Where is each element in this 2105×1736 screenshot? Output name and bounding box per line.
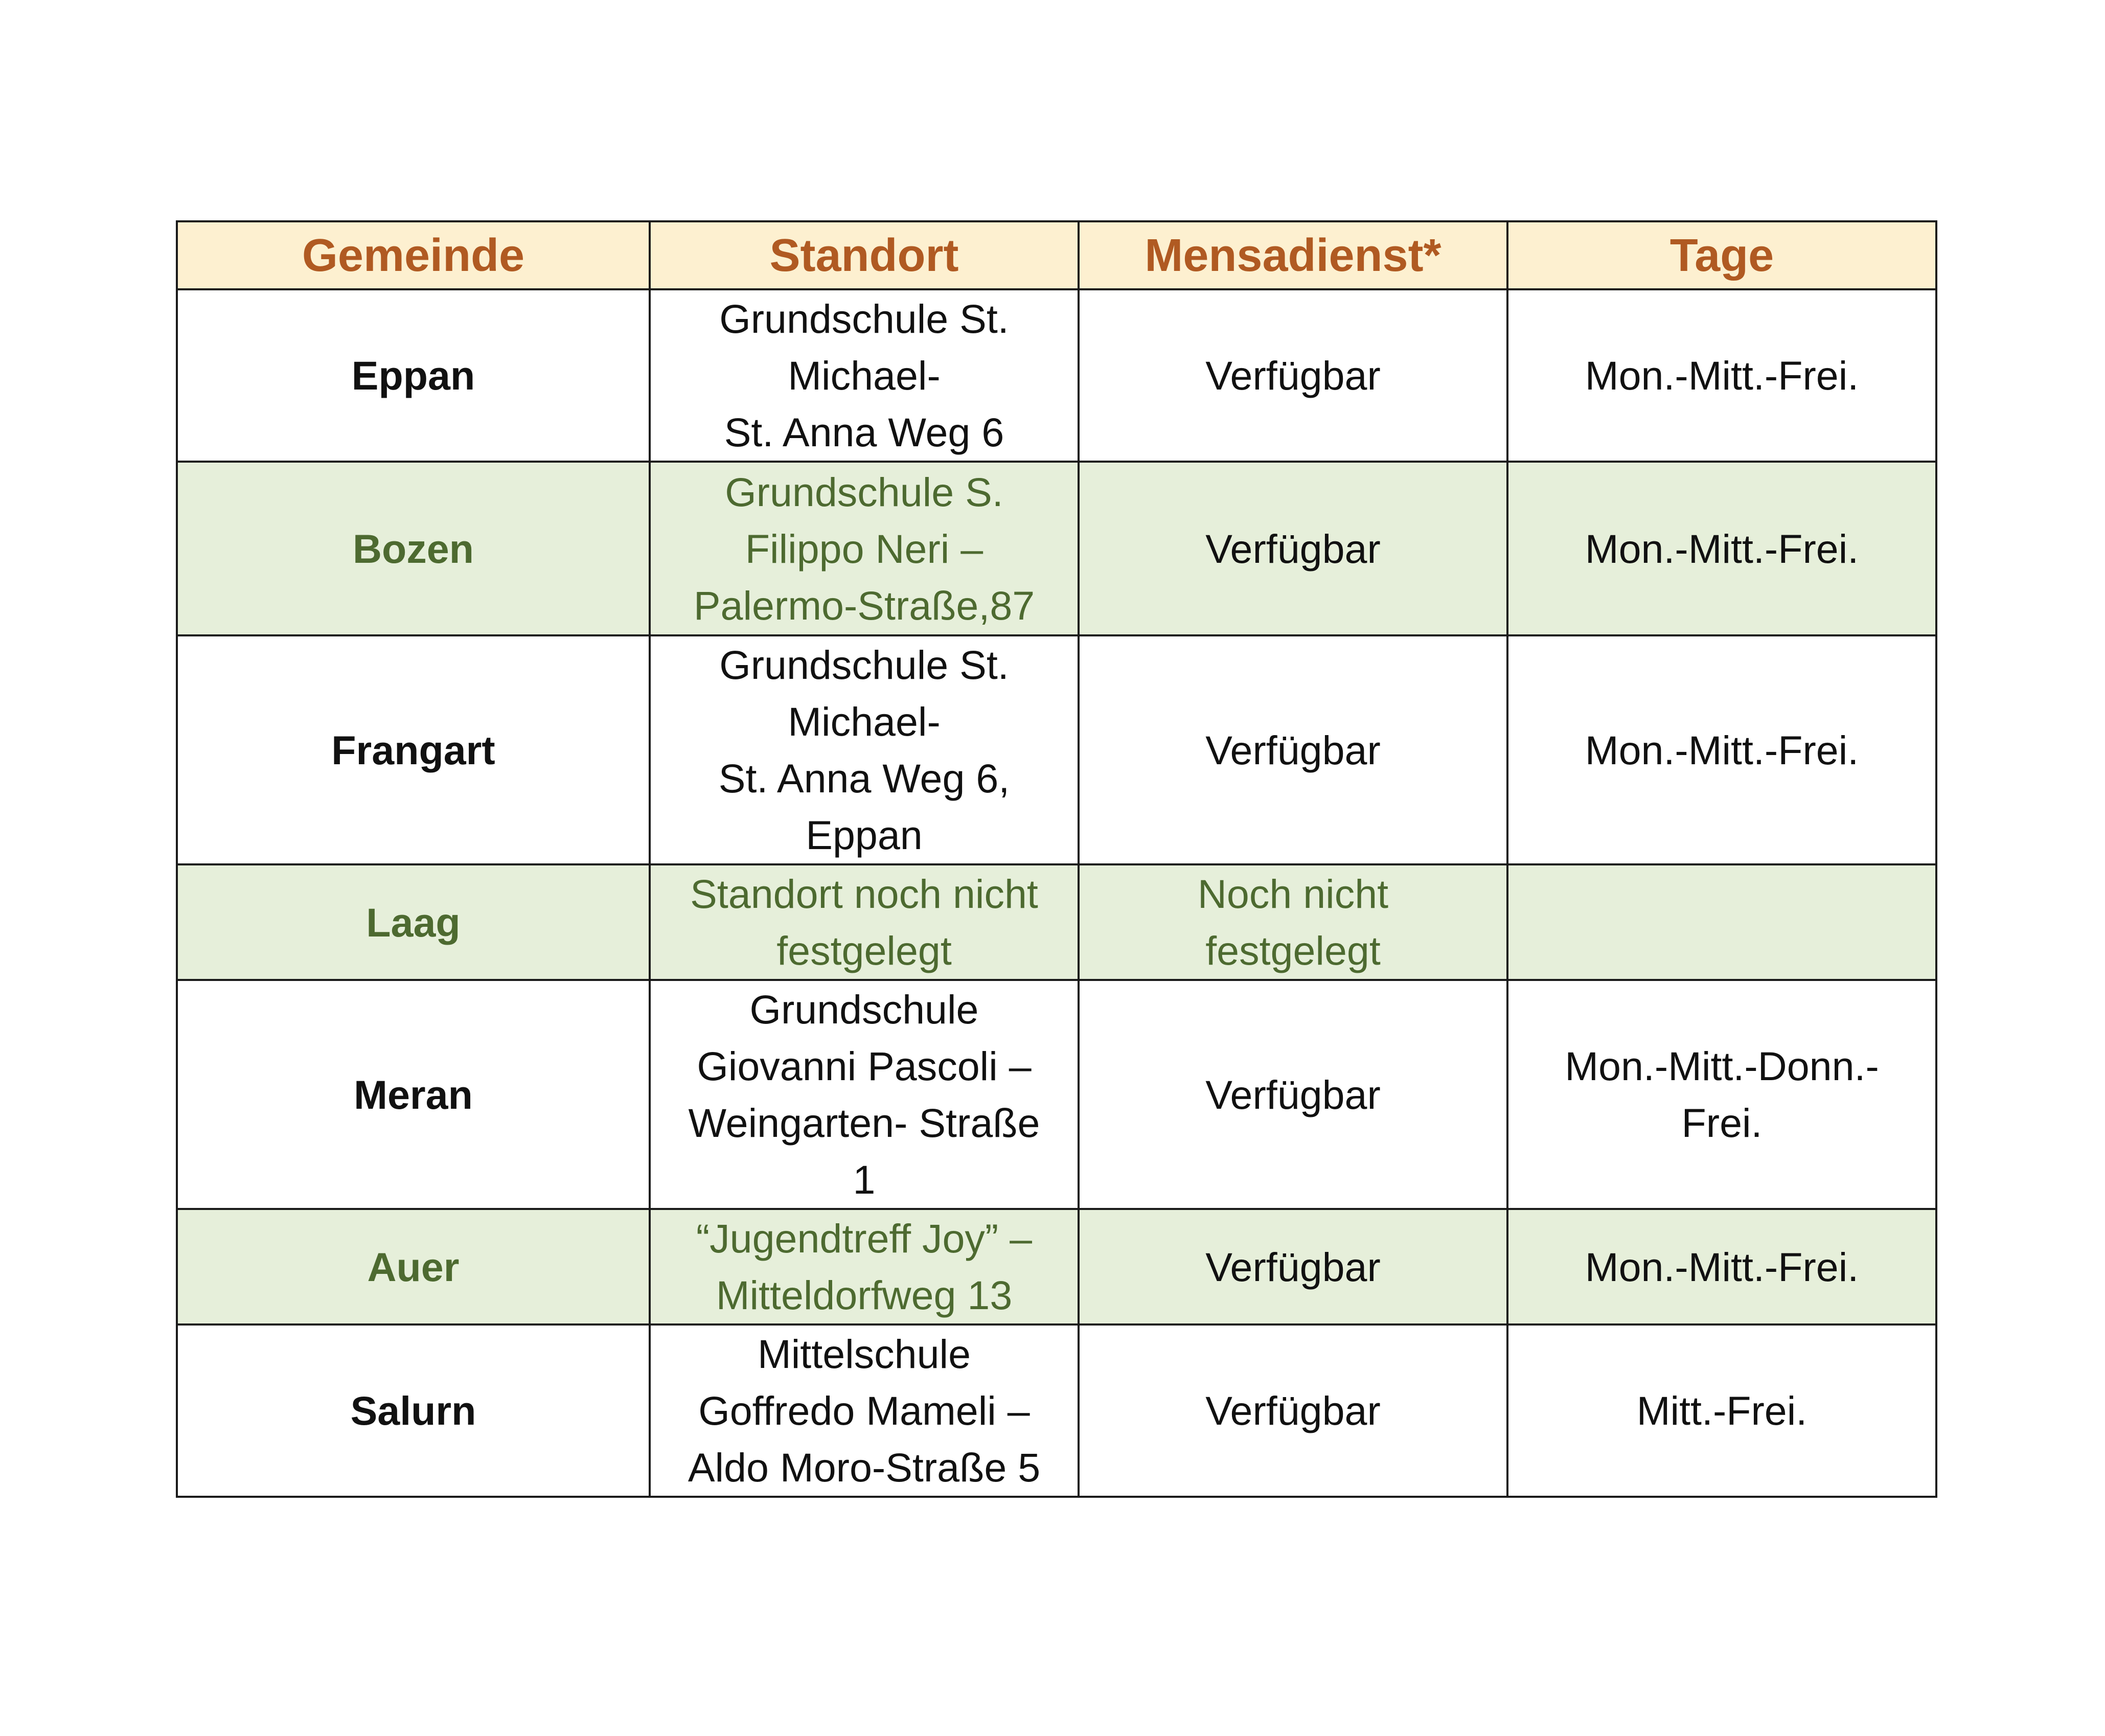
table-row — [177, 289, 1936, 462]
cell-mensadienst: Verfügbar — [1079, 980, 1507, 1209]
cell-tage — [1507, 980, 1936, 1209]
cell-standort — [650, 864, 1079, 980]
standort-line: Goffredo Mameli – — [698, 1388, 1030, 1433]
cell-gemeinde: Laag — [177, 864, 650, 980]
standort-line: Grundschule S. — [725, 469, 1003, 515]
mensadienst-line: Noch nicht — [1197, 871, 1389, 917]
standort-line: Michael- — [788, 353, 941, 398]
cell-mensadienst: Verfügbar — [1079, 1324, 1507, 1497]
standort-line: Standort noch nicht — [690, 871, 1038, 917]
cell-gemeinde: Bozen — [177, 462, 650, 635]
standort-line: Weingarten- Straße — [688, 1100, 1040, 1146]
table-header-row — [177, 221, 1936, 289]
cell-tage: Mon.-Mitt.-Frei. — [1507, 462, 1936, 635]
standort-line: Mitteldorfweg 13 — [716, 1272, 1013, 1318]
table-row — [177, 980, 1936, 1209]
cell-tage: Mon.-Mitt.-Frei. — [1507, 1209, 1936, 1324]
standort-line: St. Anna Weg 6, — [718, 756, 1010, 801]
cell-tage: Mon.-Mitt.-Frei. — [1507, 635, 1936, 864]
cell-gemeinde: Auer — [177, 1209, 650, 1324]
mensa-table — [176, 220, 1937, 1498]
table-row — [177, 864, 1936, 980]
header-standort: Standort — [650, 221, 1079, 289]
cell-mensadienst: Verfügbar — [1079, 1209, 1507, 1324]
standort-line: Mittelschule — [757, 1331, 971, 1377]
header-tage: Tage — [1507, 221, 1936, 289]
standort-line: Michael- — [788, 699, 941, 744]
standort-line: Aldo Moro-Straße 5 — [688, 1445, 1041, 1490]
header-mensadienst: Mensadienst* — [1079, 221, 1507, 289]
standort-line: Giovanni Pascoli – — [697, 1043, 1032, 1089]
mensadienst-line: festgelegt — [1205, 928, 1381, 973]
cell-gemeinde: Salurn — [177, 1324, 650, 1497]
cell-gemeinde: Frangart — [177, 635, 650, 864]
standort-line: festgelegt — [776, 928, 952, 973]
table-row — [177, 462, 1936, 635]
cell-standort — [650, 980, 1079, 1209]
cell-mensadienst: Verfügbar — [1079, 289, 1507, 462]
standort-line: “Jugendtreff Joy” – — [696, 1216, 1033, 1261]
cell-tage — [1507, 864, 1936, 980]
cell-mensadienst — [1079, 864, 1507, 980]
standort-line: Grundschule St. — [719, 296, 1009, 341]
cell-mensadienst: Verfügbar — [1079, 462, 1507, 635]
tage-line: Frei. — [1681, 1100, 1763, 1146]
standort-line: Palermo-Straße,87 — [693, 582, 1035, 628]
cell-tage: Mitt.-Frei. — [1507, 1324, 1936, 1497]
standort-line: Filippo Neri – — [745, 526, 983, 572]
cell-standort — [650, 1324, 1079, 1497]
standort-line: Grundschule St. — [719, 642, 1009, 688]
tage-line: Mon.-Mitt.-Donn.- — [1565, 1043, 1879, 1089]
header-gemeinde: Gemeinde — [177, 221, 650, 289]
cell-tage: Mon.-Mitt.-Frei. — [1507, 289, 1936, 462]
table-row — [177, 635, 1936, 864]
standort-line: Eppan — [806, 812, 923, 858]
standort-line: 1 — [853, 1157, 876, 1202]
cell-gemeinde: Meran — [177, 980, 650, 1209]
cell-standort — [650, 462, 1079, 635]
standort-line: Grundschule — [749, 987, 979, 1032]
cell-gemeinde: Eppan — [177, 289, 650, 462]
cell-standort — [650, 289, 1079, 462]
cell-mensadienst: Verfügbar — [1079, 635, 1507, 864]
cell-standort — [650, 635, 1079, 864]
cell-standort — [650, 1209, 1079, 1324]
table-row — [177, 1324, 1936, 1497]
table-row — [177, 1209, 1936, 1324]
standort-line: St. Anna Weg 6 — [724, 409, 1004, 455]
